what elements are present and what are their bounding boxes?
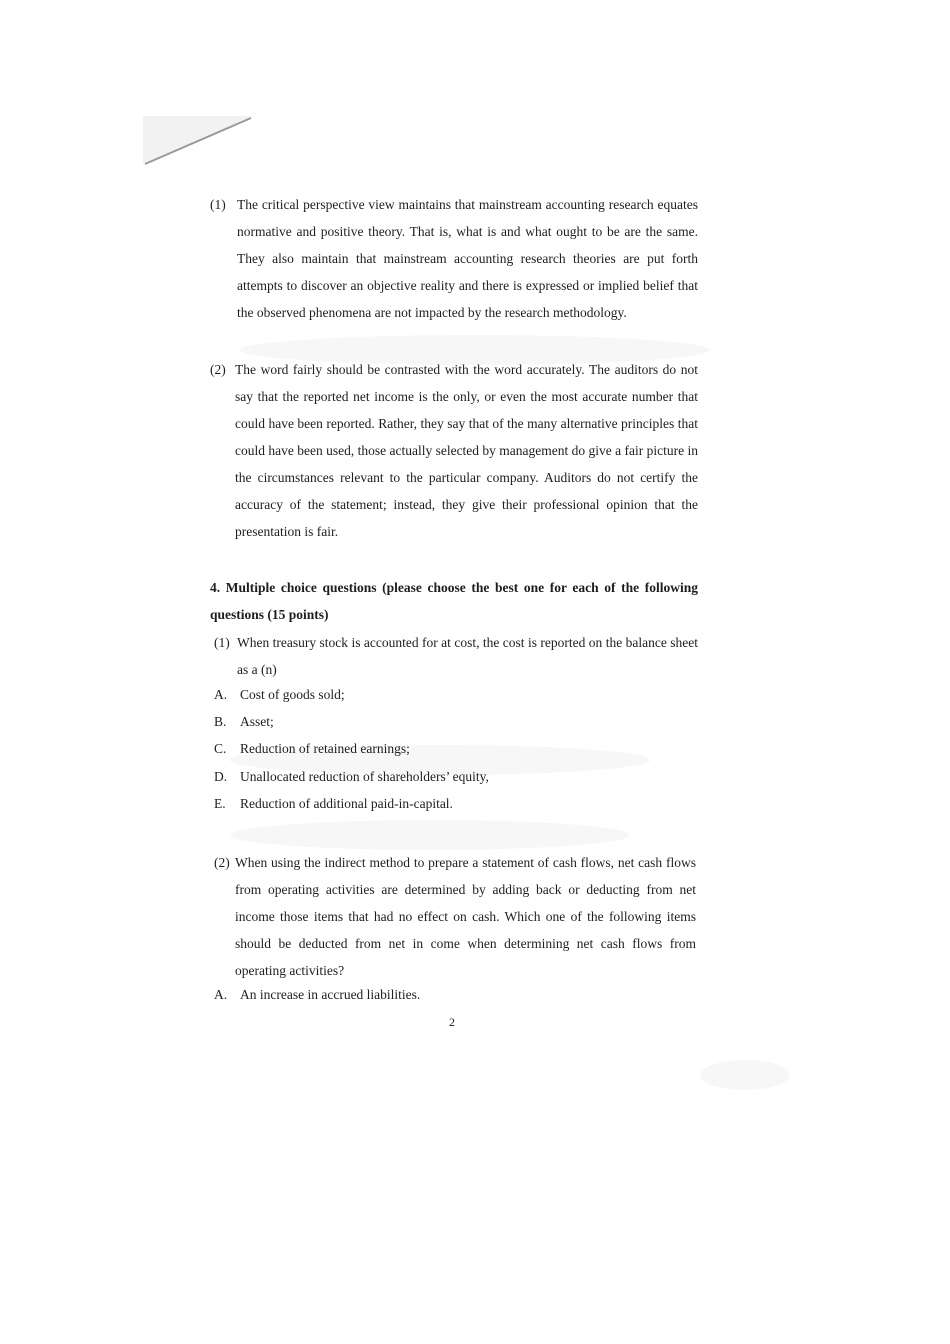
option-text: Reduction of retained earnings; xyxy=(240,741,410,756)
option-text: Asset; xyxy=(240,714,274,729)
option-b xyxy=(214,708,274,735)
option-d xyxy=(214,763,489,790)
option-letter: A. xyxy=(214,987,228,1002)
question-item xyxy=(214,849,696,984)
option-c xyxy=(214,735,410,762)
scan-fold-mark xyxy=(143,116,263,171)
option-letter: A. xyxy=(214,687,228,702)
page-number: 2 xyxy=(449,1015,455,1029)
option-letter: C. xyxy=(214,741,227,756)
option-e xyxy=(214,790,453,817)
answer-number: (2) xyxy=(210,362,226,377)
option-text: An increase in accrued liabilities. xyxy=(240,987,421,1002)
option-letter: D. xyxy=(214,769,228,784)
question-number: (1) xyxy=(214,635,230,650)
answer-item xyxy=(210,191,698,326)
answer-text: The word fairly should be contrasted with the word accurately. The auditors do not say that the reported net income is the only, or even the most accurate number that could have been reported. Rather, they say that of the many alternative principles that could have been used, those actually selected by management do give a fair picture in the circumstances relevant to the particular company. Auditors do not certify the accuracy of the statement; instead, they give their professional opinion that the presentation is fair. xyxy=(235,362,698,539)
option-letter: B. xyxy=(214,714,227,729)
option-a xyxy=(214,681,345,708)
option-text: Cost of goods sold; xyxy=(240,687,345,702)
answer-text: The critical perspective view maintains that mainstream accounting research equates normative and positive theory. That is, what is and what ought to be are the same. They also maintain that mainstream accounting research theories are put forth attempts to discover an objective reality and there is expressed or implied belief that the observed phenomena are not impacted by the research methodology. xyxy=(237,197,698,320)
section-heading: 4. Multiple choice questions (please choose the best one for each of the following questions (15 points) xyxy=(210,580,698,622)
scan-smudge xyxy=(230,820,630,850)
question-text: When using the indirect method to prepare a statement of cash flows, net cash flows from operating activities are determined by adding back or deducting from net income those items that had no effect on cash. Which one of the following items should be deducted from net in come when determining net cash flows from operating activities? xyxy=(235,855,696,978)
option-letter: E. xyxy=(214,796,226,811)
answer-number: (1) xyxy=(210,197,226,212)
question-item xyxy=(214,629,698,683)
option-a xyxy=(214,981,420,1008)
question-number: (2) xyxy=(214,855,230,870)
question-text: When treasury stock is accounted for at cost, the cost is reported on the balance sheet as a (n) xyxy=(237,635,698,677)
answer-item xyxy=(210,356,698,545)
option-text: Unallocated reduction of shareholders’ equity, xyxy=(240,769,489,784)
option-text: Reduction of additional paid-in-capital. xyxy=(240,796,453,811)
scan-smudge xyxy=(700,1060,790,1090)
